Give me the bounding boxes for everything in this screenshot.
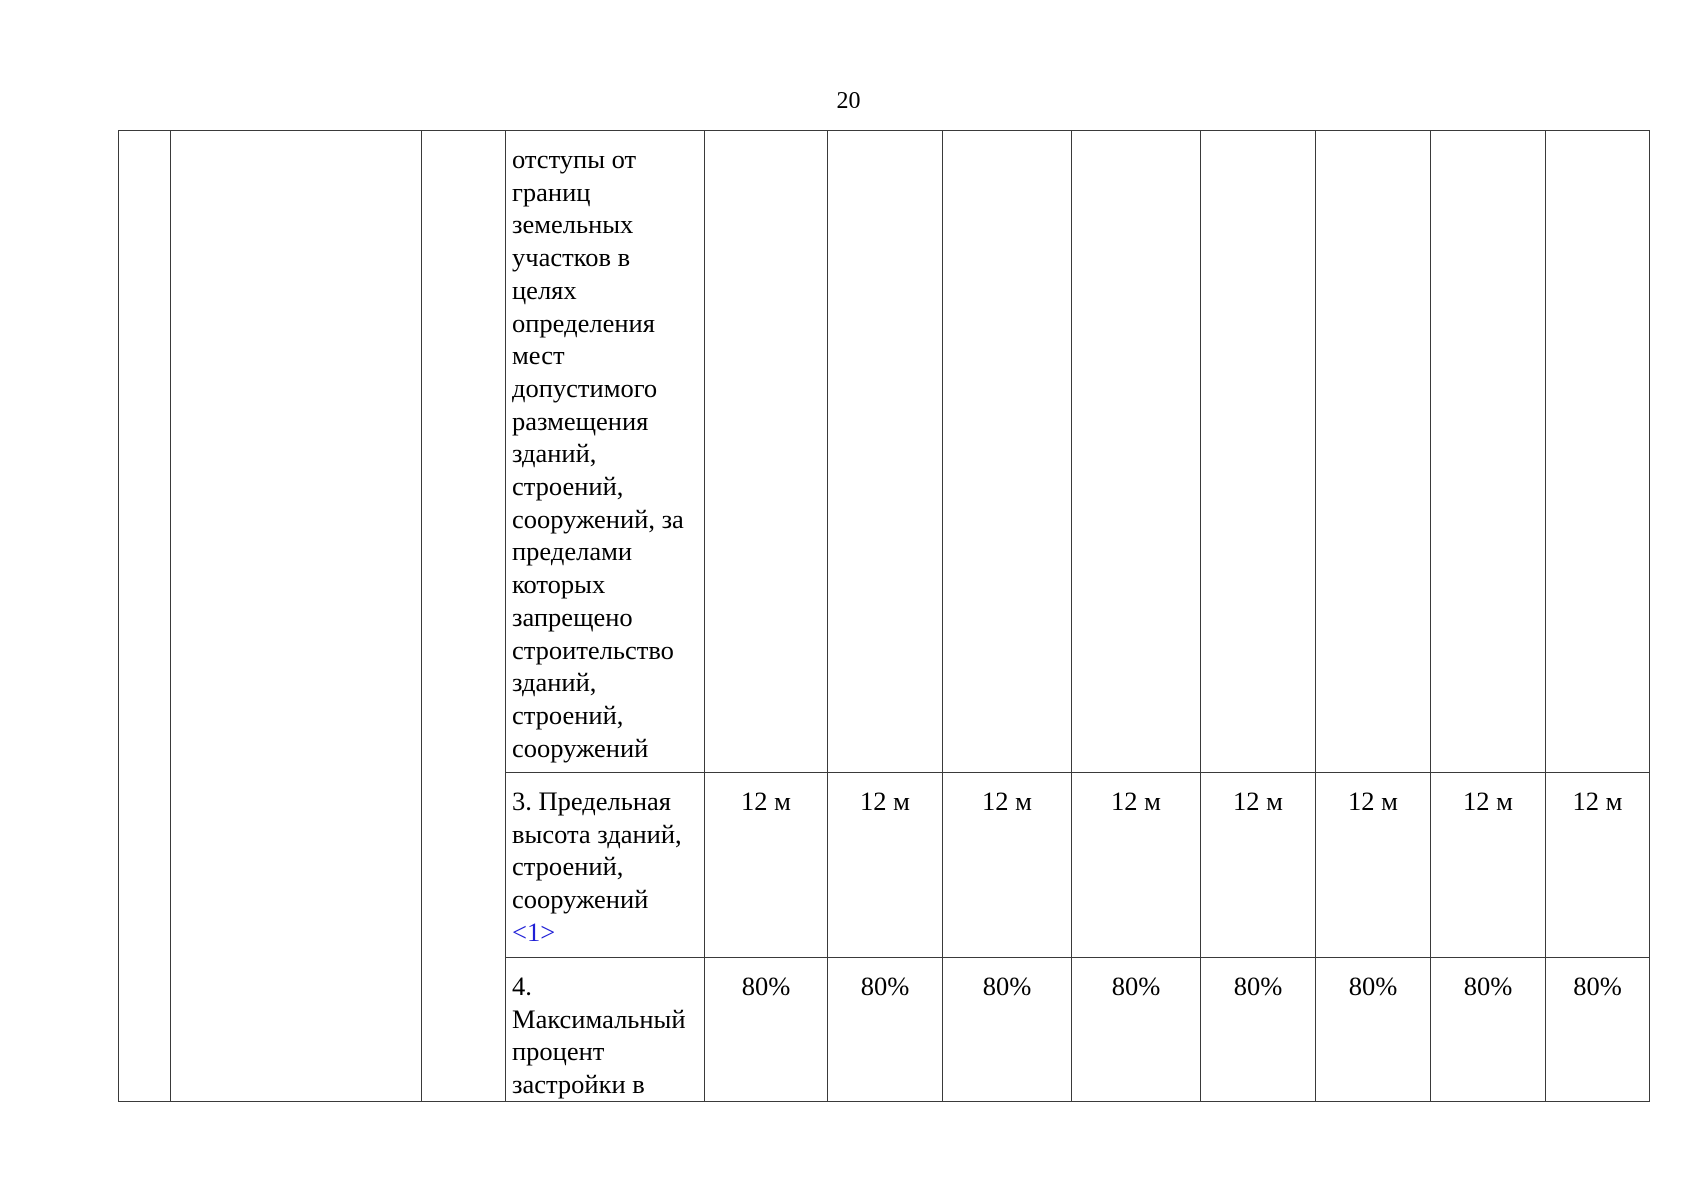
value-cell [1316, 131, 1431, 773]
page-number: 20 [836, 88, 861, 114]
value-cell: 80% [828, 958, 943, 1102]
parameter-text: 4. Максимальный процент застройки в [512, 971, 686, 1100]
value-cell: 80% [1546, 958, 1650, 1102]
value-cell: 80% [943, 958, 1072, 1102]
value-cell [1072, 131, 1201, 773]
value-cell: 80% [1072, 958, 1201, 1102]
number-cell [119, 131, 171, 1102]
value-cell [1546, 131, 1650, 773]
value-cell: 12 м [943, 773, 1072, 958]
value-cell: 80% [705, 958, 828, 1102]
parameter-text: отступы от границ земельных участков в целях определения мест допустимого размещения зданий, строений, сооружений, за пределами которых запрещено строительство зданий, строений, сооружений [512, 144, 684, 763]
value-cell [943, 131, 1072, 773]
value-cell: 80% [1316, 958, 1431, 1102]
parameter-cell [506, 958, 705, 1102]
value-cell: 12 м [1316, 773, 1431, 958]
value-cell [1431, 131, 1546, 773]
value-cell: 80% [1431, 958, 1546, 1102]
zone-code-cell [422, 131, 506, 1102]
value-cell [1201, 131, 1316, 773]
value-cell [705, 131, 828, 773]
parameter-cell [506, 773, 705, 958]
value-cell: 12 м [1431, 773, 1546, 958]
value-cell [828, 131, 943, 773]
value-cell: 12 м [1072, 773, 1201, 958]
footnote-reference-link[interactable]: <1> [512, 916, 556, 947]
value-cell: 12 м [705, 773, 828, 958]
table-row [119, 131, 1650, 773]
parameter-text: 3. Предельная высота зданий, строений, сооружений [512, 786, 682, 915]
value-cell: 80% [1201, 958, 1316, 1102]
value-cell: 12 м [1546, 773, 1650, 958]
regulations-table [118, 130, 1650, 1102]
value-cell: 12 м [828, 773, 943, 958]
value-cell: 12 м [1201, 773, 1316, 958]
parameter-cell [506, 131, 705, 773]
zone-name-cell [171, 131, 422, 1102]
